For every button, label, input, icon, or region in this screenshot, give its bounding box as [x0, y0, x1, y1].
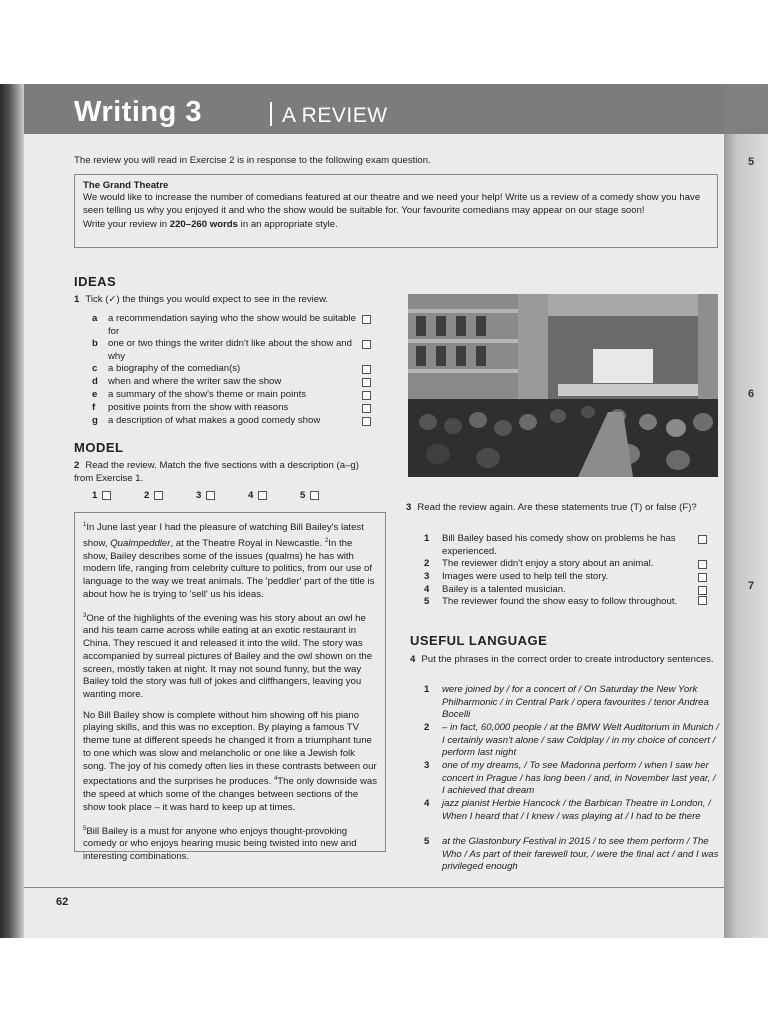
- tf-box-1[interactable]: [698, 535, 707, 544]
- adjacent-ex-num-5: 5: [748, 156, 755, 168]
- option-f: f positive points from the show with reasons: [92, 402, 382, 414]
- adjacent-ex-num-6: 6: [748, 388, 755, 400]
- answer-box-3[interactable]: [206, 491, 215, 500]
- ideas-heading: IDEAS: [74, 274, 117, 289]
- review-text-box: [74, 512, 386, 863]
- theatre-photo: [408, 294, 718, 477]
- option-g: g a description of what makes a good comedy show: [92, 415, 382, 427]
- checkbox-c[interactable]: [362, 365, 371, 374]
- option-e: e a summary of the show's theme or main points: [92, 389, 382, 401]
- section-num-4: 4: [248, 490, 254, 501]
- ex3-instruction: 3 Read the review again. Are these statements true (T) or false (F)?: [406, 502, 697, 513]
- tf-box-5[interactable]: [698, 596, 707, 605]
- page-subtitle: A REVIEW: [282, 104, 388, 127]
- page-number: 62: [56, 896, 69, 908]
- review-paragraph-4: $^5$Bill Bailey is a must for anyone who enjoys thought-provoking comedy or who enjoys hearing music being twisted into new and interesting combinations.: [83, 825, 357, 863]
- statement-4: 4 Bailey is a talented musician.: [424, 584, 714, 596]
- review-paragraph-3: No Bill Bailey show is complete without him showing off his piano playing skills, and this was no exception. By playing a famous TV theme tune at different speeds he changed it from a triumphant tune to one which was slow and melancholic or one like a Jewish folk song. The joy of his comedy often lies in these contrasts between our expectations and the surprises he produces. $^4$The only downside was the speed at which some of the changes between sections of the show took place – it was hard to keep up at times.: [83, 709, 378, 813]
- statement-5: 5 The reviewer found the show easy to follow throughout.: [424, 596, 714, 621]
- checkbox-g[interactable]: [362, 417, 371, 426]
- checkbox-a[interactable]: [362, 315, 371, 324]
- checkbox-b[interactable]: [362, 340, 371, 349]
- section-match-row: [92, 490, 392, 504]
- theatre-auditorium-image: [408, 294, 718, 477]
- answer-box-1[interactable]: [102, 491, 111, 500]
- model-heading: MODEL: [74, 440, 124, 455]
- textbook-page: Writing 3 A REVIEW The review you will read in Exercise 2 is in response to the following exam question. The Grand Theatre We would like to increase the number of comedians featured at our theatre and we need your help! Write us a review of a comedy show you have seen telling us why you enjoyed it and who the show would be suitable for. Your favourite comedians may appear on our stage soon! Write your review in 220–260 words in an appropriate style. IDEAS 1 Tick (✓) the things you would expect to see in the review. a a recommendation saying who the show would be suitable for b one or two things the writer didn't like about the show and why c a biography of the comedian(s) d when and where the writer saw the show e a summary of the show's theme or main points f positive points from the show with reasons g a description of what makes a good comedy show MODEL 2 Read the review. Match the five sections with a description (a–g) from Exercise 1. 1 2 3 4 5 $^1$In June last year I had the pleasure of watching Bill Bailey's latest show, Qualmpeddler, at the Theatre Royal in Newcastle. $^2$In the show, Bailey describes some of the issues (qualms) he has with modern life, ranging from celebrity culture to politics, from our use of language to the way we treat animals. The 'peddler' part of the title is about how he is trying to 'sell' us his ideas. $^3$One of the highlights of the evening was his story about an owl he and his team came across while eating at an exotic restaurant in China. They rescued it and released it into the wild. The story was accompanied by surreal pictures of Bailey and the owl shown on the screen, mostly taken at night. It may not sound funny, but the way Bailey told the story was full of jokes and cliffhangers, leaving you wanting more. No Bill Bailey show is complete without him showing off his piano playing skills, and this was no exception. By playing a famous TV theme tune at different speeds he changed it from a triumphant tune to one which was slow and melancholic or one like a Jewish folk song. The joy of his comedy often lies in these contrasts between our expectations and the surprises he produces. $^4$The only downside was the speed at which some of the changes between sections of the show took place – it was hard to keep up at times. $^5$Bill Bailey is a must for anyone who enjoys thought-provoking comedy or who enjoys hearing music being twisted into new and interesting combinations. 3 Read the review again. Are these statements true (T) or false (F)? 1 Bill Bailey based his comedy show on problems he has experienced. 2 The reviewer didn't enjoy a story about an animal. 3 Images were used to help tell the story. 4 Bailey is a talented musician. 5 The reviewer found the show easy to follow throughout. USEFUL LANGUAGE 4 Put the phrases in the correct order to create introductory sentences. 1 were joined by / for a concert of / On Saturday the New York Philharmonic / in Central Park / opera favourites / tenor Andrea Bocelli 2 – in fact, 60,000 people / at the BMW Welt Auditorium in Munich / I certainly wasn't alone / saw Coldplay / in my choice of concert / perform last night 3 one of my dreams, / To see Madonna perform / when I saw her concert in Prague / has long been / and, in November last year, / I achieved that dream 4 jazz pianist Herbie Hancock / the Barbican Theatre in London, / When I heard that / I knew / was playing at / I had to be there 5 at the Glastonbury Festival in 2015 / to see them perform / The Who / As part of their farewell tour, / were the final act / and I was privileged enough 62: [24, 84, 724, 938]
- adjacent-ex-num-7: 7: [748, 580, 755, 592]
- task-word-limit: Write your review in 220–260 words in an appropriate style.: [83, 219, 338, 231]
- section-num-2: 2: [144, 490, 150, 501]
- option-c: c a biography of the comedian(s): [92, 363, 382, 375]
- checkbox-f[interactable]: [362, 404, 371, 413]
- checkbox-d[interactable]: [362, 378, 371, 387]
- answer-box-2[interactable]: [154, 491, 163, 500]
- checkbox-e[interactable]: [362, 391, 371, 400]
- ex4-instruction: 4 Put the phrases in the correct order to create introductory sentences.: [410, 654, 714, 665]
- section-num-1: 1: [92, 490, 98, 501]
- exam-question-box: [74, 174, 718, 248]
- section-num-5: 5: [300, 490, 306, 501]
- option-b: b one or two things the writer didn't like about the show and why: [92, 338, 382, 363]
- task-body: We would like to increase the number of comedians featured at our theatre and we need your help! Write us a review of a comedy show you have seen telling us why you enjoyed it and who the show would be suitable for. Your favourite comedians may appear on our stage soon!: [83, 192, 701, 216]
- book-spine: [0, 84, 24, 938]
- page-header: [24, 84, 724, 134]
- adjacent-page-edge: [724, 84, 768, 938]
- section-num-3: 3: [196, 490, 202, 501]
- statement-1: 1 Bill Bailey based his comedy show on problems he has experienced.: [424, 533, 714, 558]
- intro-text: The review you will read in Exercise 2 is in response to the following exam question.: [74, 155, 431, 166]
- page-title: Writing 3: [74, 96, 203, 128]
- ex1-instruction: 1 Tick (✓) the things you would expect to see in the review.: [74, 294, 329, 305]
- option-a: a a recommendation saying who the show would be suitable for: [92, 313, 382, 338]
- task-title: The Grand Theatre: [83, 180, 169, 191]
- ex2-instruction: 2 Read the review. Match the five sections with a description (a–g) from Exercise 1.: [74, 460, 359, 484]
- useful-language-heading: USEFUL LANGUAGE: [410, 633, 548, 648]
- footer-divider: [24, 887, 724, 888]
- tf-box-4[interactable]: [698, 586, 707, 595]
- answer-box-5[interactable]: [310, 491, 319, 500]
- statement-2: 2 The reviewer didn't enjoy a story about an animal.: [424, 558, 714, 570]
- title-divider: [270, 102, 272, 126]
- adjacent-header-band: [724, 84, 768, 134]
- scan-margin-bottom: [0, 938, 768, 1024]
- statement-3: 3 Images were used to help tell the story.: [424, 571, 714, 583]
- answer-box-4[interactable]: [258, 491, 267, 500]
- review-paragraph-2: $^3$One of the highlights of the evening was his story about an owl he and his team came across while eating at an exotic restaurant in China. They rescued it and released it into the wild. The story was accompanied by surreal pictures of Bailey and the owl shown on the screen, mostly taken at night. It may not sound funny, but the way Bailey told the story was full of jokes and cliffhangers, leaving you wanting more.: [83, 612, 373, 700]
- tf-box-3[interactable]: [698, 573, 707, 582]
- scan-margin-top: [0, 0, 768, 84]
- tf-box-2[interactable]: [698, 560, 707, 569]
- option-d: d when and where the writer saw the show: [92, 376, 382, 388]
- review-paragraph-1: $^1$In June last year I had the pleasure of watching Bill Bailey's latest show, Qualmpeddler, at the Theatre Royal in Newcastle. $^2$In the show, Bailey describes some of the issues (qualms) he has with modern life, ranging from celebrity culture to politics, from our use of language to the way we treat animals. The 'peddler' part of the title is about how he is trying to 'sell' us his ideas.: [83, 522, 375, 600]
